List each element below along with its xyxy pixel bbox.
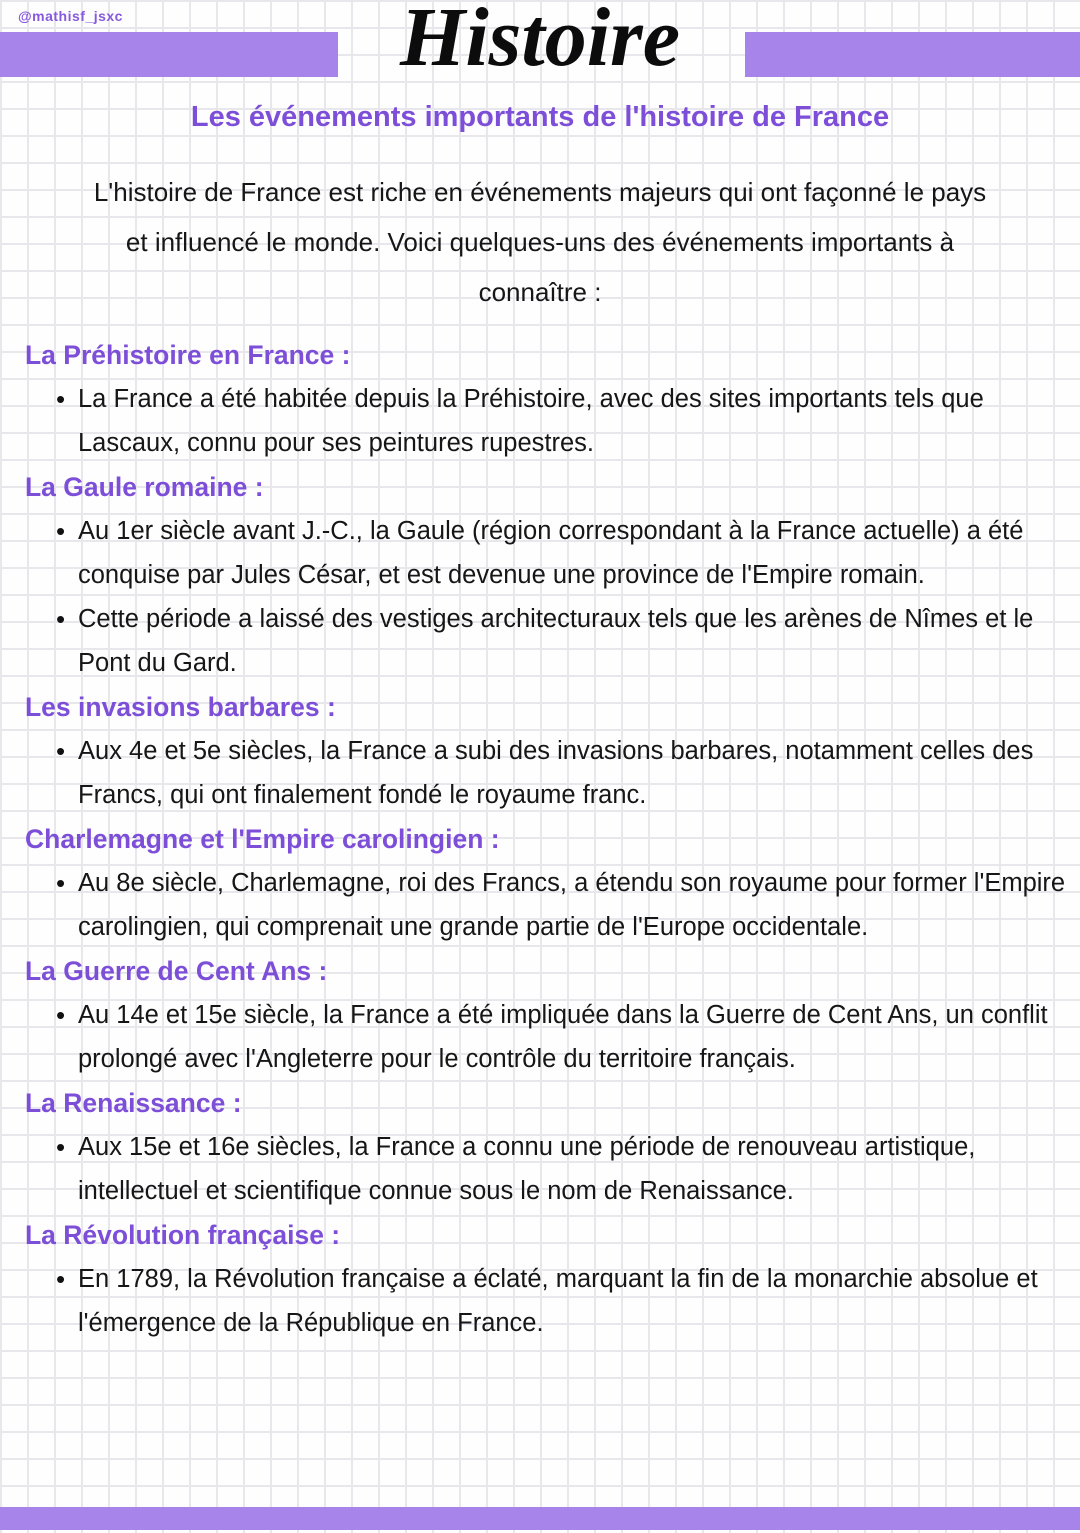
intro-line: connaître :: [478, 277, 602, 307]
bullet-item: • En 1789, la Révolution française a éclaté, marquant la fin de la monarchie absolue et l'émergence de la République en France.: [25, 1257, 1068, 1345]
bullet-item: • Cette période a laissé des vestiges architecturaux tels que les arènes de Nîmes et le Pont du Gard.: [25, 597, 1068, 685]
watermark-handle: @mathisf_jsxc: [18, 8, 123, 24]
intro-line: et influencé le monde. Voici quelques-uns des événements importants à: [125, 227, 955, 257]
bullet-list: [25, 1257, 1068, 1345]
bullet-list: [25, 1125, 1068, 1213]
bullet-item: • Aux 15e et 16e siècles, la France a connu une période de renouveau artistique, intellectuel et scientifique connue sous le nom de Renaissance.: [25, 1125, 1068, 1213]
intro-paragraph: [0, 167, 1080, 317]
section-heading: Charlemagne et l'Empire carolingien :: [25, 824, 500, 854]
page-title: Histoire: [399, 0, 680, 84]
bullet-list: [25, 993, 1068, 1081]
footer-decorative-bar: [0, 1507, 1080, 1530]
bullet-item: • Au 1er siècle avant J.-C., la Gaule (région correspondant à la France actuelle) a été conquise par Jules César, et est devenue une province de l'Empire romain.: [25, 509, 1068, 597]
section-heading: La Renaissance :: [25, 1088, 242, 1118]
section-heading: La Préhistoire en France :: [25, 340, 351, 370]
bullet-list: [25, 861, 1068, 949]
section-heading: Les invasions barbares :: [25, 692, 336, 722]
sections-container: [0, 333, 1080, 1345]
bullet-list: [25, 729, 1068, 817]
bullet-item: • La France a été habitée depuis la Préhistoire, avec des sites importants tels que Lascaux, connu pour ses peintures rupestres.: [25, 377, 1068, 465]
page-subtitle: Les événements importants de l'histoire de France: [190, 101, 890, 133]
page-header: [0, 0, 1080, 96]
section-heading: La Guerre de Cent Ans :: [25, 956, 328, 986]
bullet-item: • Au 8e siècle, Charlemagne, roi des Francs, a étendu son royaume pour former l'Empire carolingien, qui comprenait une grande partie de l'Europe occidentale.: [25, 861, 1068, 949]
intro-line: L'histoire de France est riche en événements majeurs qui ont façonné le pays: [93, 177, 987, 207]
bullet-item: • Au 14e et 15e siècle, la France a été impliquée dans la Guerre de Cent Ans, un conflit prolongé avec l'Angleterre pour le contrôle du territoire français.: [25, 993, 1068, 1081]
bullet-list: [25, 509, 1068, 685]
section-heading: La Révolution française :: [25, 1220, 341, 1250]
section-heading: La Gaule romaine :: [25, 472, 264, 502]
bullet-item: • Aux 4e et 5e siècles, la France a subi des invasions barbares, notamment celles des Francs, qui ont finalement fondé le royaume franc.: [25, 729, 1068, 817]
bullet-list: [25, 377, 1068, 465]
